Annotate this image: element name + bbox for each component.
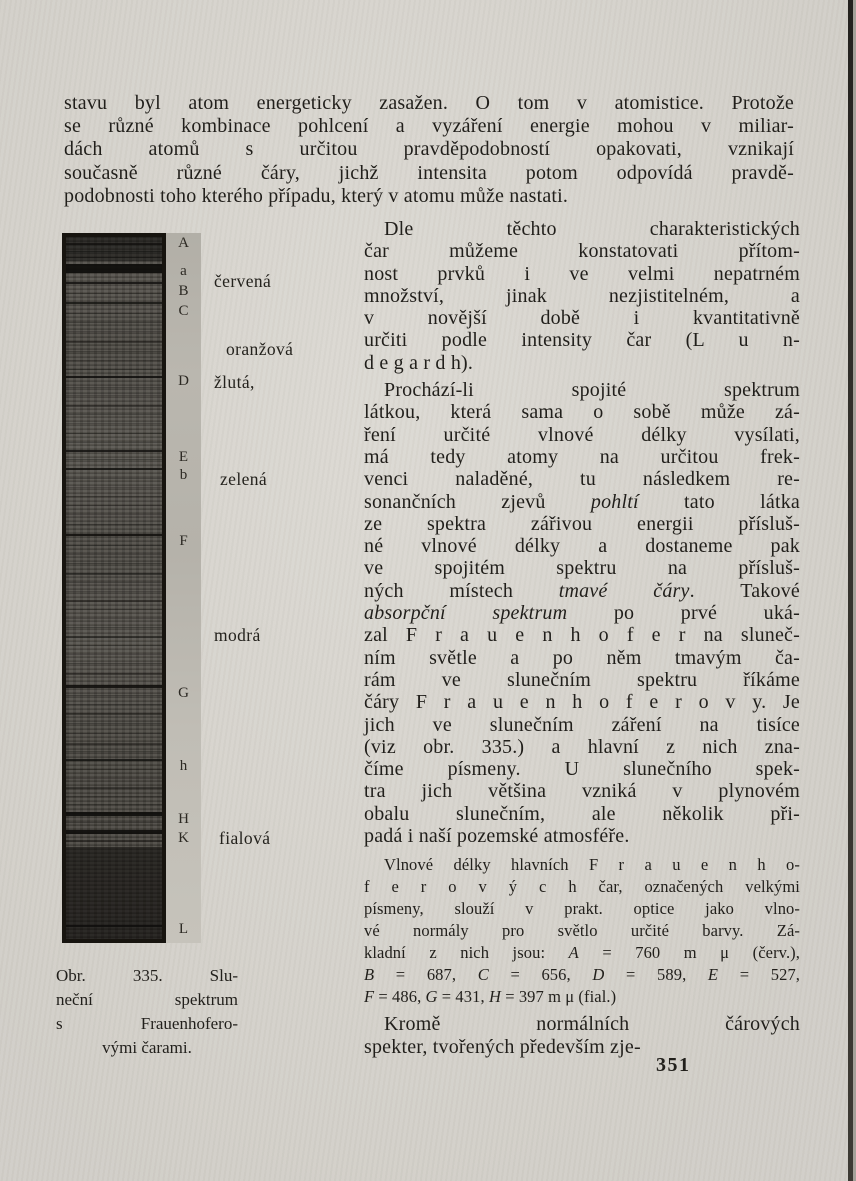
text-line: f e r o v ý c h čar, označených velkými: [364, 877, 800, 897]
fraunhofer-line: [66, 442, 162, 443]
text-line: vými čarami.: [102, 1038, 192, 1057]
fraunhofer-line: [66, 723, 162, 724]
fraunhofer-line: [66, 759, 162, 761]
text-line: tra jich většina vzniká v plynovém: [364, 780, 800, 803]
text-line: čáry F r a u e n h o f e r o v y. Je: [364, 691, 800, 714]
solar-spectrum-figure: [62, 233, 166, 943]
text-line: kladní z nich jsou: A = 760 m μ (červ.),: [364, 943, 800, 963]
fraunhofer-line: [66, 395, 162, 396]
fraunhofer-line: [66, 778, 162, 779]
text-line: vé normály pro světlo určité barvy. Zá-: [364, 921, 800, 941]
fraunhofer-line: [66, 251, 162, 252]
color-name: žlutá,: [214, 372, 255, 392]
fraunhofer-line: [66, 496, 162, 497]
line-label-h: h: [179, 758, 188, 774]
fraunhofer-line: [66, 534, 162, 536]
fraunhofer-line: [66, 733, 162, 734]
fraunhofer-line: [66, 685, 162, 688]
fraunhofer-line: [66, 369, 162, 370]
text-line: né vlnové délky a dostaneme pak: [364, 535, 800, 558]
text-line: ření určité vlnové délky vysílati,: [364, 423, 800, 446]
text-line: má tedy atomy na určitou frek-: [364, 445, 800, 468]
text-line: ných místech tmavé čáry. Takové: [364, 579, 800, 602]
fraunhofer-line: [66, 804, 162, 805]
fraunhofer-line: [66, 524, 162, 525]
line-label-b: b: [179, 467, 188, 483]
text-line: ním světle a po něm tmavým ča-: [364, 646, 800, 669]
fraunhofer-line: [66, 322, 162, 323]
fraunhofer-line: [66, 591, 162, 592]
paragraph-wavelengths: [364, 854, 800, 1008]
intro-paragraph: [64, 92, 794, 208]
fraunhofer-line: [66, 751, 162, 752]
fraunhofer-line: [66, 257, 162, 258]
text-line: neční spektrum: [56, 990, 238, 1009]
color-name: červená: [214, 271, 272, 291]
line-label-G: G: [178, 685, 189, 701]
text-line: číme písmeny. U slunečního spek-: [364, 758, 800, 781]
spectrum-band-lines: [66, 237, 162, 939]
fraunhofer-line: [66, 563, 162, 564]
line-label-a: a: [180, 263, 187, 279]
fraunhofer-line: [66, 487, 162, 488]
fraunhofer-line: [66, 925, 162, 927]
color-name: oranžová: [226, 339, 294, 359]
fraunhofer-line: [66, 554, 162, 555]
text-line: spekter, tvořených především zje-: [364, 1035, 641, 1058]
text-line: určiti podle intensity čar (L u n-: [364, 329, 800, 352]
text-line: látkou, která sama o sobě může zá-: [364, 401, 800, 424]
main-text-column: [364, 218, 800, 1058]
color-name-list: [212, 233, 362, 943]
text-line: zal F r a u e n h o f e r na sluneč-: [364, 624, 800, 647]
fraunhofer-line: [66, 341, 162, 343]
fraunhofer-line: [66, 600, 162, 602]
text-line: absorpční spektrum po prvé uká-: [364, 602, 800, 625]
text-line: ve spojitém spektru na přísluš-: [364, 557, 800, 580]
fraunhofer-line: [66, 360, 162, 361]
fraunhofer-line: [66, 573, 162, 575]
text-line: se různé kombinace pohlcení a vyzáření energie mohou v miliar-: [64, 115, 794, 138]
text-line: nost prvků i ve velmi nepatrném: [364, 262, 800, 285]
fraunhofer-line: [66, 376, 162, 378]
text-line: množství, jinak nezjistitelném, a: [364, 284, 800, 307]
text-line: Obr. 335. Slu-: [56, 966, 238, 985]
fraunhofer-line: [66, 405, 162, 407]
text-line: Prochází-li spojité spektrum: [384, 379, 800, 402]
fraunhofer-line: [66, 313, 162, 314]
fraunhofer-line: [66, 673, 162, 675]
fraunhofer-line: [66, 609, 162, 610]
fraunhofer-line: [66, 331, 162, 332]
text-line: obalu slunečním, ale několik při-: [364, 802, 800, 825]
fraunhofer-line: [66, 351, 162, 352]
fraunhofer-line: [66, 636, 162, 638]
fraunhofer-line: [66, 645, 162, 646]
fraunhofer-line: [66, 618, 162, 619]
fraunhofer-line: [66, 459, 162, 460]
fraunhofer-line: [66, 796, 162, 797]
fraunhofer-line: [66, 695, 162, 696]
fraunhofer-line: [66, 468, 162, 470]
fraunhofer-line: [66, 822, 162, 823]
line-label-D: D: [178, 373, 189, 389]
text-line: současně různé čáry, jichž intensita potom odpovídá pravdě-: [64, 161, 794, 184]
fraunhofer-line: [66, 545, 162, 546]
fraunhofer-line: [66, 478, 162, 479]
text-line: B = 687, C = 656, D = 589, E = 527,: [364, 965, 801, 985]
fraunhofer-line: [66, 387, 162, 388]
fraunhofer-line: [66, 582, 162, 583]
line-label-A: A: [178, 235, 189, 251]
fraunhofer-line: [66, 514, 162, 515]
fraunhofer-line: [66, 627, 162, 628]
fraunhofer-line: [66, 663, 162, 664]
fraunhofer-line: [66, 812, 162, 816]
page-edge-shadow: [848, 0, 853, 1181]
color-name: modrá: [214, 625, 261, 645]
fraunhofer-line: [66, 450, 162, 452]
fraunhofer-line: [66, 769, 162, 770]
text-line: dách atomů s určitou pravděpodobností opakovati, vznikají: [64, 138, 794, 161]
text-line: čar můžeme konstatovati přítom-: [364, 240, 800, 263]
figure-caption: [56, 964, 238, 1060]
fraunhofer-line: [66, 654, 162, 655]
fraunhofer-line: [66, 830, 162, 834]
fraunhofer-line: [66, 423, 162, 424]
line-label-K: K: [178, 830, 189, 846]
fraunhofer-line: [66, 433, 162, 434]
line-label-L: L: [178, 921, 189, 937]
line-label-E: E: [178, 449, 189, 465]
fraunhofer-line: [66, 787, 162, 789]
text-line: rám ve slunečním spektru říkáme: [364, 668, 800, 691]
text-line: písmeny, slouží v prakt. optice jako vlno-: [364, 899, 800, 919]
color-name: fialová: [219, 828, 271, 848]
text-line: stavu byl atom energeticky zasažen. O tom v atomistice. Protože: [64, 92, 794, 114]
paragraph-characteristic-lines: [364, 218, 800, 374]
line-label-C: C: [178, 303, 189, 319]
text-line: podobnosti toho kterého případu, který v atomu může nastati.: [64, 184, 569, 207]
paragraph-krome: [364, 1013, 800, 1058]
text-line: v novější době i kvantitativně: [364, 307, 800, 330]
text-line: ze spektra zářivou energii přísluš-: [364, 512, 800, 535]
fraunhofer-line: [66, 243, 162, 245]
text-line: sonančních zjevů pohltí tato látka: [364, 490, 800, 513]
text-line: jich ve slunečním záření na tisíce: [364, 713, 800, 736]
text-line: (viz obr. 335.) a hlavní z nich zna-: [364, 735, 800, 758]
text-line: F = 486, G = 431, H = 397 m μ (fial.): [364, 987, 617, 1007]
fraunhofer-line: [66, 264, 162, 273]
line-label-H: H: [178, 811, 189, 827]
fraunhofer-line: [66, 293, 162, 294]
paragraph-absorption-spectrum: [364, 379, 800, 847]
text-line: padá i naší pozemské atmosféře.: [364, 825, 630, 848]
fraunhofer-line: [66, 505, 162, 506]
line-label-strip: [166, 233, 201, 943]
color-name: zelená: [220, 469, 268, 489]
fraunhofer-line: [66, 713, 162, 715]
text-line: Kromě normálních čárových: [384, 1013, 800, 1036]
fraunhofer-line: [66, 840, 162, 842]
text-line: Vlnové délky hlavních F r a u e n h o-: [384, 855, 800, 875]
fraunhofer-line: [66, 282, 162, 284]
text-line: s Frauenhofero-: [56, 1014, 238, 1033]
line-label-F: F: [179, 533, 188, 549]
text-line: Dle těchto charakteristických: [384, 218, 800, 240]
fraunhofer-line: [66, 302, 162, 304]
page-number: 351: [656, 1054, 691, 1076]
text-line: d e g a r d h).: [364, 351, 474, 374]
fraunhofer-line: [66, 414, 162, 415]
text-line: venci naladěné, tu následkem re-: [364, 468, 800, 491]
fraunhofer-line: [66, 704, 162, 705]
line-label-B: B: [178, 283, 189, 299]
fraunhofer-line: [66, 743, 162, 745]
